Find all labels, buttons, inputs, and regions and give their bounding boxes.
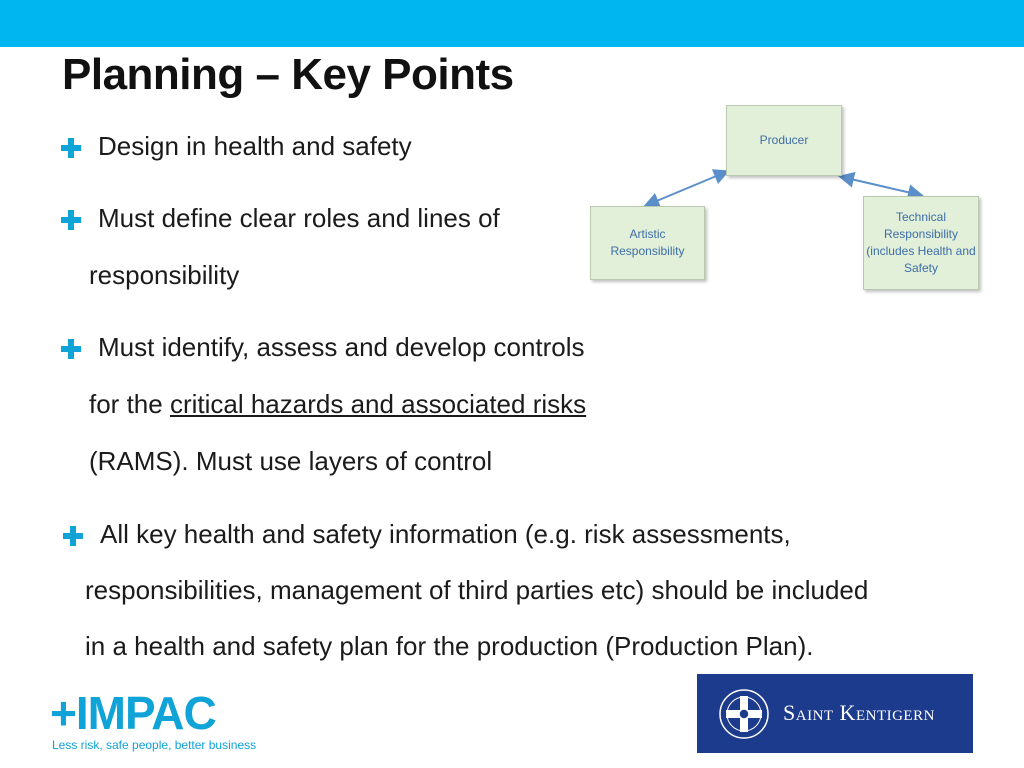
bullet-1-line-1: Design in health and safety bbox=[98, 131, 412, 161]
bullet-4-line-2: responsibilities, management of third parties etc) should be included bbox=[85, 575, 869, 605]
responsibility-diagram bbox=[585, 100, 985, 300]
impac-wordmark bbox=[50, 687, 216, 739]
plus-icon bbox=[61, 210, 81, 230]
artistic-responsibility-box: Artistic Responsibility bbox=[590, 206, 705, 280]
bullet-3-line-1: Must identify, assess and develop controls bbox=[98, 332, 585, 362]
plus-icon bbox=[61, 339, 81, 359]
sk-crest-icon bbox=[709, 679, 779, 749]
bullet-4-line-1: All key health and safety information (e.g. risk assessments, bbox=[100, 519, 791, 549]
sk-name: Saint Kentigern bbox=[783, 700, 935, 725]
impac-logo bbox=[50, 687, 260, 755]
impac-tagline: Less risk, safe people, better business bbox=[52, 738, 257, 752]
arrow-producer-technical bbox=[842, 177, 920, 195]
bullet-3-line-3: (RAMS). Must use layers of control bbox=[89, 446, 493, 476]
plus-icon bbox=[63, 526, 83, 546]
hazards-link-text: critical hazards and associated risks bbox=[169, 389, 587, 419]
top-bar bbox=[0, 0, 1024, 47]
bullet-4-line-3: in a health and safety plan for the production (Production Plan). bbox=[85, 631, 814, 661]
impac-name: IMPAC bbox=[75, 687, 216, 739]
technical-responsibility-box: Technical Responsibility (includes Health and Safety bbox=[863, 196, 979, 290]
bullet-3-line-2-prefix: for the bbox=[89, 389, 163, 419]
impac-plus-icon: + bbox=[50, 687, 76, 739]
slide-title: Planning – Key Points bbox=[62, 50, 514, 99]
saint-kentigern-logo bbox=[697, 674, 973, 753]
bullet-2-line-1: Must define clear roles and lines of bbox=[98, 203, 500, 233]
arrow-producer-artistic bbox=[647, 172, 726, 205]
bullet-3-line-2 bbox=[89, 389, 586, 420]
producer-box: Producer bbox=[726, 105, 842, 176]
plus-icon bbox=[61, 138, 81, 158]
bullet-2-line-2: responsibility bbox=[89, 260, 240, 290]
